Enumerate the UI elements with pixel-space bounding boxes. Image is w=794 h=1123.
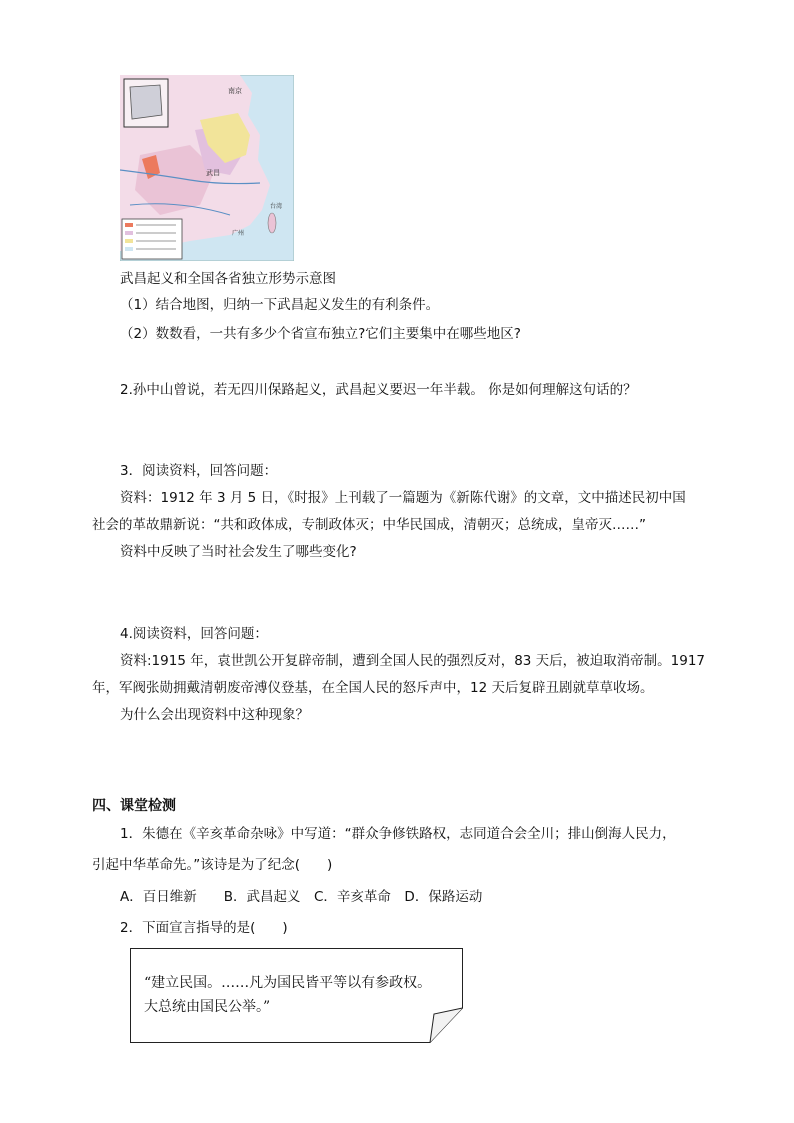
question-3-material-line-2: 社会的革故鼎新说：“共和政体成，专制政体灭；中华民国成，清朝灭；总统成，皇帝灭……” <box>92 517 646 533</box>
question-4-material-line-1: 资料:1915 年，袁世凯公开复辟帝制，遭到全国人民的强烈反对，83 天后，被迫取消帝制。1917 <box>120 653 706 669</box>
question-4-title: 4.阅读资料，回答问题： <box>120 626 268 642</box>
map-label-nanjing: 南京 <box>228 87 242 95</box>
china-map-graphic <box>120 75 294 261</box>
map-label-guangzhou: 广州 <box>232 230 245 237</box>
question-3-title: 3．阅读资料，回答问题： <box>120 463 278 479</box>
section-heading: 四、课堂检测 <box>92 798 176 814</box>
question-4-material-line-2: 年，军阀张勋拥戴清朝废帝溥仪登基，在全国人民的怒斥声中，12 天后复辟丑剧就草草收场。 <box>92 680 654 696</box>
map-label-taiwan: 台湾 <box>270 203 283 210</box>
check-item-1-options: A．百日维新 B．武昌起义 C．辛亥革命 D．保路运动 <box>120 889 483 905</box>
taiwan-island <box>268 213 276 233</box>
quote-line-1: “建立民国。……凡为国民皆平等以有参政权。 <box>144 975 432 991</box>
quote-box <box>130 948 463 1043</box>
map-caption: 武昌起义和全国各省独立形势示意图 <box>120 271 336 287</box>
map-label-wuchang: 武昌 <box>206 169 220 177</box>
question-4-question: 为什么会出现资料中这种现象？ <box>120 707 309 723</box>
quote-line-2: 大总统由国民公举。” <box>144 999 271 1015</box>
question-3-material-line-1: 资料：1912 年 3 月 5 日，《时报》上刊载了一篇题为《新陈代谢》的文章，文中描述民初中国 <box>120 490 686 506</box>
question-2: 2.孙中山曾说，若无四川保路起义，武昌起义要迟一年半载。 你是如何理解这句话的？ <box>120 382 637 398</box>
question-1-part-2: （2）数数看，一共有多少个省宣布独立?它们主要集中在哪些地区? <box>120 326 521 342</box>
map-image <box>120 75 294 261</box>
check-item-2: 2．下面宣言指导的是( ) <box>120 920 288 936</box>
check-item-1-line-2: 引起中华革命先。”该诗是为了纪念( ) <box>92 857 333 873</box>
question-1-part-1: （1）结合地图，归纳一下武昌起义发生的有利条件。 <box>120 297 440 313</box>
question-3-question: 资料中反映了当时社会发生了哪些变化? <box>120 544 357 560</box>
check-item-1-line-1: 1．朱德在《辛亥革命杂咏》中写道：“群众争修铁路权，志同道合会全川；排山倒海人民力， <box>120 826 676 842</box>
